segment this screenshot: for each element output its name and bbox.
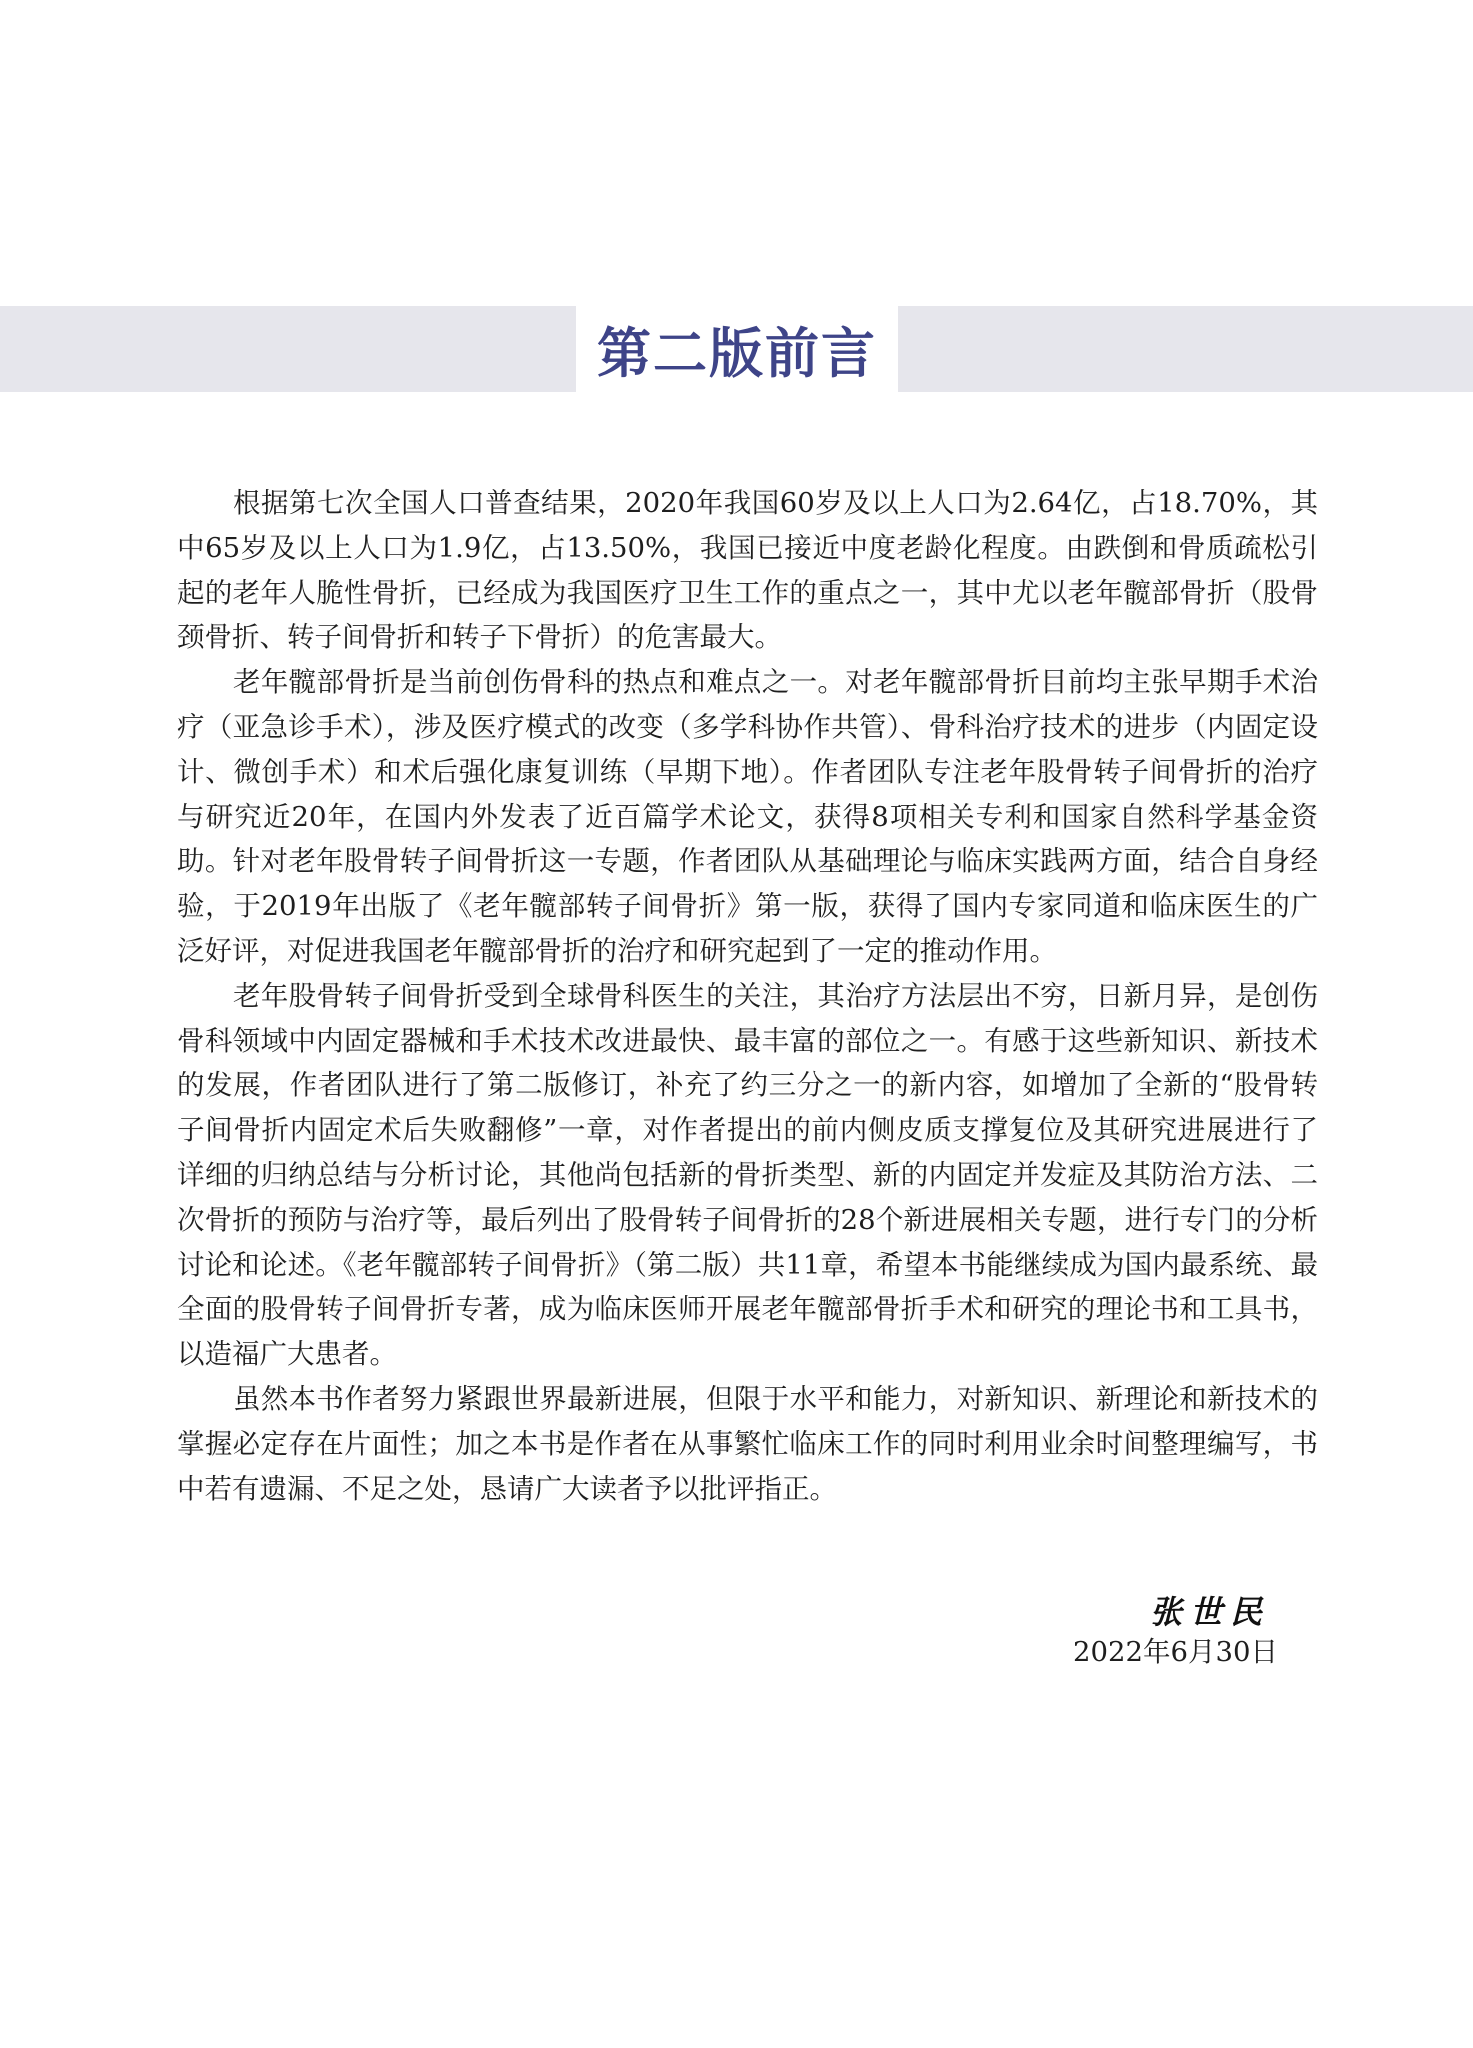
author-signature: 张世民 <box>1149 1593 1270 1631</box>
preface-body <box>177 481 1318 1511</box>
paragraph-4: 虽然本书作者努力紧跟世界最新进展，但限于水平和能力，对新知识、新理论和新技术的掌握必定存在片面性；加之本书是作者在从事繁忙临床工作的同时利用业余时间整理编写，书中若有遗漏、不足之处，恳请广大读者予以批评指正。 <box>177 1382 1318 1505</box>
signature-date: 2022年6月30日 <box>1073 1636 1278 1668</box>
signature-block <box>1073 1592 1278 1672</box>
paragraph-3: 老年股骨转子间骨折受到全球骨科医生的关注，其治疗方法层出不穷，日新月异，是创伤骨科领域中内固定器械和手术技术改进最快、最丰富的部位之一。有感于这些新知识、新技术的发展，作者团队进行了第二版修订，补充了约三分之一的新内容，如增加了全新的“股骨转子间骨折内固定术后失败翻修”一章，对作者提出的前内侧皮质支撑复位及其研究进展进行了详细的归纳总结与分析讨论，其他尚包括新的骨折类型、新的内固定并发症及其防治方法、二次骨折的预防与治疗等，最后列出了股骨转子间骨折的28个新进展相关专题，进行专门的分析讨论和论述。《老年髋部转子间骨折》（第二版）共11章，希望本书能继续成为国内最系统、最全面的股骨转子间骨折专著，成为临床医师开展老年髋部骨折手术和研究的理论书和工具书，以造福广大患者。 <box>177 979 1318 1371</box>
title-box <box>576 306 898 392</box>
paragraph-1: 根据第七次全国人口普查结果，2020年我国60岁及以上人口为2.64亿，占18.70%，其中65岁及以上人口为1.9亿，占13.50%，我国已接近中度老龄化程度。由跌倒和骨质疏松引起的老年人脆性骨折，已经成为我国医疗卫生工作的重点之一，其中尤以老年髋部骨折（股骨颈骨折、转子间骨折和转子下骨折）的危害最大。 <box>177 487 1318 654</box>
paragraph-2: 老年髋部骨折是当前创伤骨科的热点和难点之一。对老年髋部骨折目前均主张早期手术治疗（亚急诊手术），涉及医疗模式的改变（多学科协作共管）、骨科治疗技术的进步（内固定设计、微创手术）和术后强化康复训练（早期下地）。作者团队专注老年股骨转子间骨折的治疗与研究近20年，在国内外发表了近百篇学术论文，获得8项相关专利和国家自然科学基金资助。针对老年股骨转子间骨折这一专题，作者团队从基础理论与临床实践两方面，结合自身经验，于2019年出版了《老年髋部转子间骨折》第一版，获得了国内专家同道和临床医生的广泛好评，对促进我国老年髋部骨折的治疗和研究起到了一定的推动作用。 <box>177 666 1318 967</box>
page-title: 第二版前言 <box>597 321 877 385</box>
